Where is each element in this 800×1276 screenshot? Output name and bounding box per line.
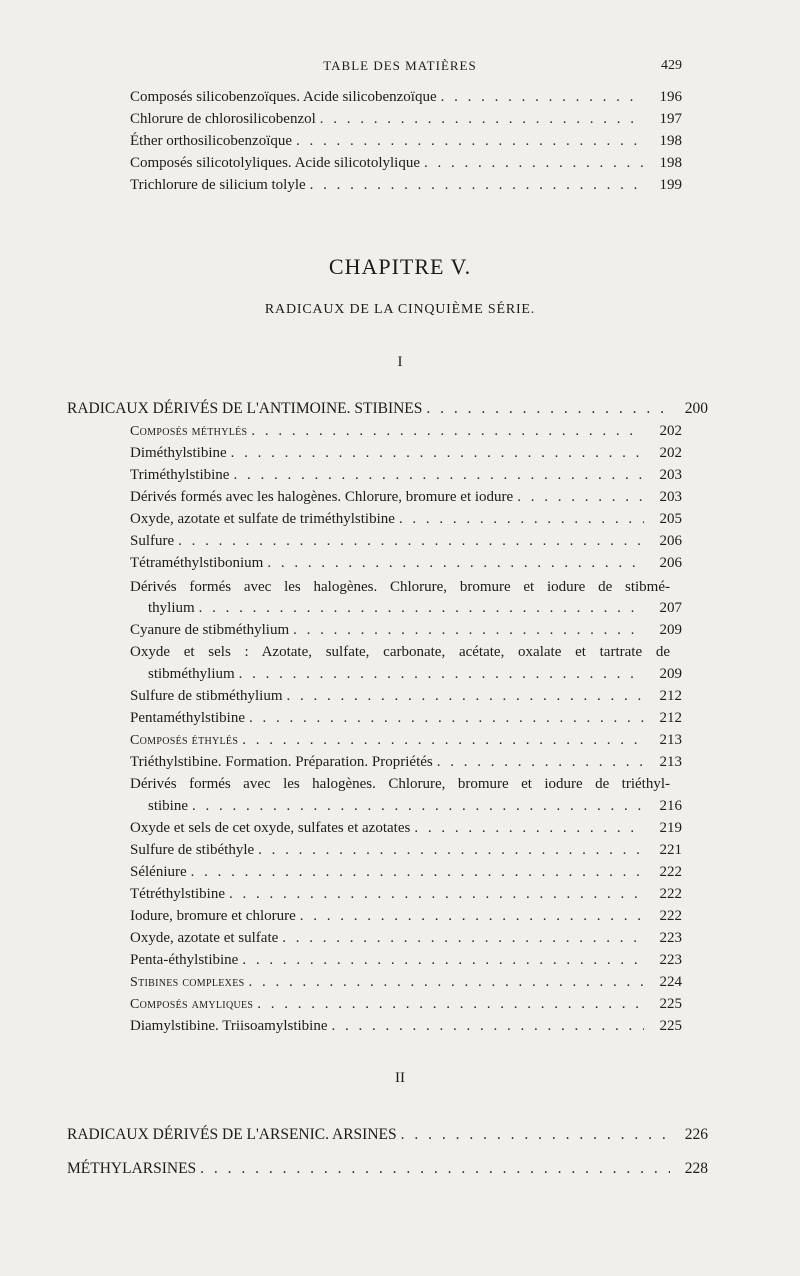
chapter-title: CHAPITRE V.	[328, 254, 472, 279]
header-title: TABLE DES MATIÈRES	[323, 58, 477, 73]
header-page-number: 429	[661, 58, 682, 73]
chapter-subtitle: RADICAUX DE LA CINQUIÈME SÉRIE.	[264, 302, 536, 317]
section-heading: RADICAUX DÉRIVÉS DE L'ARSENIC. ARSINES . . . 226	[67, 1124, 708, 1146]
toc-entry: Trichlorure de silicium tolyle . . . 199	[130, 174, 682, 196]
toc-entry: Composés amyliques . . . 225	[130, 993, 682, 1016]
toc-entry: Composés éthylés . . . 213	[130, 729, 682, 752]
toc-entry-wrapped-line: Dérivés formés avec les halogènes. Chlorure, bromure et iodure de stibmé-	[130, 579, 670, 595]
toc-entry: Sulfure . . . 206	[130, 530, 682, 552]
toc-entry: Composés silicotolyliques. Acide silicotolylique . . . 198	[130, 152, 682, 174]
toc-entry: stibméthylium . . . 209	[148, 663, 682, 685]
toc-entry: Triéthylstibine. Formation. Préparation. Propriétés . . . 213	[130, 751, 682, 773]
toc-entry: Oxyde, azotate et sulfate de triméthylstibine . . . 205	[130, 508, 682, 530]
toc-entry: Chlorure de chlorosilicobenzol . . . 197	[130, 108, 682, 130]
toc-entry: Éther orthosilicobenzoïque . . . 198	[130, 130, 682, 152]
toc-entry: Tétraméthylstibonium . . . 206	[130, 552, 682, 574]
section-heading: MÉTHYLARSINES . . . 228	[67, 1158, 708, 1180]
toc-entry: Composés silicobenzoïques. Acide silicobenzoïque . . . 196	[130, 86, 682, 108]
toc-entry: Oxyde, azotate et sulfate . . . 223	[130, 927, 682, 949]
toc-entry-wrapped-line: Dérivés formés avec les halogènes. Chlorure, bromure et iodure de triéthyl-	[130, 776, 670, 792]
toc-entry: Composés méthylés . . . 202	[130, 420, 682, 443]
toc-entry: Iodure, bromure et chlorure . . . 222	[130, 905, 682, 927]
toc-entry: Stibines complexes . . . 224	[130, 971, 682, 994]
toc-entry: Diméthylstibine . . . 202	[130, 442, 682, 464]
toc-entry: Tétréthylstibine . . . 222	[130, 883, 682, 905]
running-header	[0, 58, 800, 80]
toc-entry: Cyanure de stibméthylium . . . 209	[130, 619, 682, 641]
toc-entry: Diamylstibine. Triisoamylstibine . . . 225	[130, 1015, 682, 1037]
toc-entry: Sulfure de stibéthyle . . . 221	[130, 839, 682, 861]
toc-entry: Oxyde et sels de cet oxyde, sulfates et azotates . . . 219	[130, 817, 682, 839]
toc-entry: thylium . . . 207	[148, 597, 682, 619]
toc-entry-wrapped-line: Oxyde et sels : Azotate, sulfate, carbonate, acétate, oxalate et tartrate de	[130, 644, 670, 660]
section-numeral: I	[397, 354, 403, 370]
toc-entry: Pentaméthylstibine . . . 212	[130, 707, 682, 729]
toc-entry: Triméthylstibine . . . 203	[130, 464, 682, 486]
toc-entry: Sulfure de stibméthylium . . . 212	[130, 685, 682, 707]
section-heading: RADICAUX DÉRIVÉS DE L'ANTIMOINE. STIBINES . . . 200	[67, 398, 708, 420]
toc-entry: Penta-éthylstibine . . . 223	[130, 949, 682, 971]
section-numeral: II	[395, 1070, 405, 1086]
toc-entry: Dérivés formés avec les halogènes. Chlorure, bromure et iodure . . . 203	[130, 486, 682, 508]
toc-entry: stibine . . . 216	[148, 795, 682, 817]
toc-entry: Séléniure . . . 222	[130, 861, 682, 883]
